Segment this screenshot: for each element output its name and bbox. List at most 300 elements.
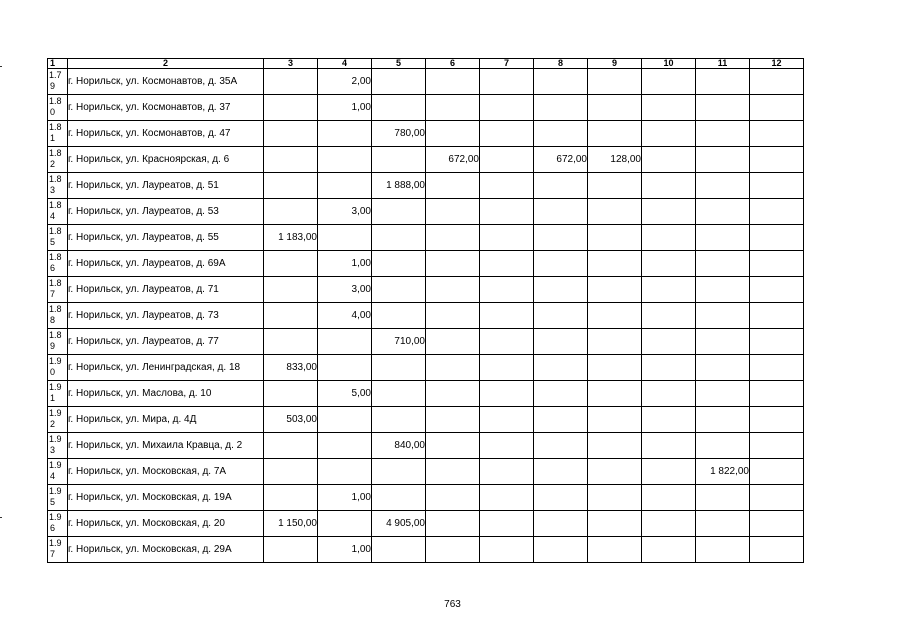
- value-cell: [480, 485, 534, 511]
- value-cell: [750, 173, 804, 199]
- value-cell: [426, 459, 480, 485]
- address-cell: г. Норильск, ул. Московская, д. 20: [68, 511, 264, 537]
- column-header: 5: [372, 59, 426, 69]
- value-cell: [426, 485, 480, 511]
- table-row: [48, 121, 804, 147]
- value-cell: [750, 199, 804, 225]
- value-cell: [534, 277, 588, 303]
- value-cell: [426, 225, 480, 251]
- value-cell: [372, 303, 426, 329]
- value-cell: [426, 121, 480, 147]
- row-number: [48, 95, 68, 121]
- value-cell: [372, 537, 426, 563]
- row-number: [48, 459, 68, 485]
- value-cell: [696, 537, 750, 563]
- value-cell: [642, 147, 696, 173]
- value-cell: [534, 329, 588, 355]
- value-cell: [264, 485, 318, 511]
- row-number-part: 1.8: [49, 122, 62, 132]
- row-number-part: 1.8: [49, 226, 62, 236]
- column-header: 2: [68, 59, 264, 69]
- row-number: [48, 121, 68, 147]
- row-number: [48, 147, 68, 173]
- value-cell: [750, 511, 804, 537]
- value-cell: [642, 433, 696, 459]
- table-row: [48, 69, 804, 95]
- value-cell: [534, 381, 588, 407]
- row-number-part: 1.8: [49, 330, 62, 340]
- value-cell: [588, 537, 642, 563]
- value-cell: [750, 121, 804, 147]
- value-cell: [588, 485, 642, 511]
- value-cell: [264, 95, 318, 121]
- value-cell: [480, 225, 534, 251]
- row-number-part: 5: [50, 237, 56, 247]
- value-cell: 3,00: [318, 199, 372, 225]
- value-cell: [534, 511, 588, 537]
- value-cell: 2,00: [318, 69, 372, 95]
- value-cell: [318, 511, 372, 537]
- value-cell: [588, 459, 642, 485]
- value-cell: [534, 251, 588, 277]
- row-number-part: 1.9: [49, 434, 62, 444]
- value-cell: [426, 407, 480, 433]
- row-number: [48, 537, 68, 563]
- value-cell: 1,00: [318, 485, 372, 511]
- value-cell: [480, 147, 534, 173]
- value-cell: [750, 433, 804, 459]
- value-cell: [588, 381, 642, 407]
- row-number-part: 9: [50, 341, 56, 351]
- value-cell: [372, 485, 426, 511]
- address-cell: г. Норильск, ул. Мира, д. 4Д: [68, 407, 264, 433]
- value-cell: [426, 303, 480, 329]
- row-number-part: 1.9: [49, 538, 62, 548]
- value-cell: [642, 355, 696, 381]
- value-cell: [264, 173, 318, 199]
- table-row: [48, 173, 804, 199]
- row-number-part: 8: [50, 315, 56, 325]
- value-cell: [534, 537, 588, 563]
- value-cell: [426, 329, 480, 355]
- row-number-part: 1.8: [49, 252, 62, 262]
- row-number-part: 1.8: [49, 304, 62, 314]
- address-cell: г. Норильск, ул. Московская, д. 29А: [68, 537, 264, 563]
- table-row: [48, 433, 804, 459]
- value-cell: 672,00: [534, 147, 588, 173]
- value-cell: [642, 69, 696, 95]
- address-cell: г. Норильск, ул. Космонавтов, д. 35А: [68, 69, 264, 95]
- column-header: 4: [318, 59, 372, 69]
- value-cell: [750, 537, 804, 563]
- column-header: 9: [588, 59, 642, 69]
- table-row: [48, 537, 804, 563]
- value-cell: 503,00: [264, 407, 318, 433]
- value-cell: [318, 147, 372, 173]
- row-number-part: 6: [50, 523, 56, 533]
- row-number-part: 1.9: [49, 486, 62, 496]
- address-cell: г. Норильск, ул. Лауреатов, д. 55: [68, 225, 264, 251]
- value-cell: [480, 329, 534, 355]
- value-cell: 710,00: [372, 329, 426, 355]
- value-cell: [534, 485, 588, 511]
- value-cell: [426, 95, 480, 121]
- value-cell: [588, 303, 642, 329]
- value-cell: [264, 277, 318, 303]
- value-cell: [426, 251, 480, 277]
- value-cell: [480, 537, 534, 563]
- address-cell: г. Норильск, ул. Московская, д. 7А: [68, 459, 264, 485]
- value-cell: [696, 511, 750, 537]
- value-cell: [696, 277, 750, 303]
- value-cell: [696, 69, 750, 95]
- value-cell: [696, 433, 750, 459]
- row-number: [48, 251, 68, 277]
- value-cell: [588, 329, 642, 355]
- value-cell: [588, 225, 642, 251]
- value-cell: [264, 433, 318, 459]
- table-row: [48, 355, 804, 381]
- table-row: [48, 511, 804, 537]
- value-cell: [642, 199, 696, 225]
- value-cell: [318, 433, 372, 459]
- value-cell: [264, 251, 318, 277]
- value-cell: [264, 147, 318, 173]
- value-cell: 1 822,00: [696, 459, 750, 485]
- row-number-part: 1.8: [49, 96, 62, 106]
- value-cell: [750, 329, 804, 355]
- margin-mark: [0, 517, 2, 518]
- value-cell: [750, 147, 804, 173]
- value-cell: 1 888,00: [372, 173, 426, 199]
- column-header: 3: [264, 59, 318, 69]
- row-number-part: 6: [50, 263, 56, 273]
- value-cell: [696, 355, 750, 381]
- value-cell: [642, 303, 696, 329]
- row-number: [48, 199, 68, 225]
- value-cell: [588, 121, 642, 147]
- value-cell: [642, 511, 696, 537]
- row-number-part: 4: [50, 211, 56, 221]
- value-cell: [642, 95, 696, 121]
- value-cell: [264, 121, 318, 147]
- value-cell: 1,00: [318, 95, 372, 121]
- value-cell: [750, 303, 804, 329]
- value-cell: [534, 433, 588, 459]
- row-number-part: 1.9: [49, 356, 62, 366]
- address-cell: г. Норильск, ул. Лауреатов, д. 73: [68, 303, 264, 329]
- value-cell: [642, 277, 696, 303]
- value-cell: [588, 95, 642, 121]
- value-cell: [750, 355, 804, 381]
- row-number: [48, 69, 68, 95]
- table-row: [48, 329, 804, 355]
- value-cell: [588, 277, 642, 303]
- value-cell: [642, 381, 696, 407]
- row-number: [48, 381, 68, 407]
- value-cell: [426, 355, 480, 381]
- row-number-part: 2: [50, 419, 56, 429]
- row-number: [48, 303, 68, 329]
- value-cell: [480, 121, 534, 147]
- column-header: 8: [534, 59, 588, 69]
- value-cell: [750, 407, 804, 433]
- row-number-part: 1.8: [49, 174, 62, 184]
- row-number-part: 3: [50, 445, 56, 455]
- row-number-part: 0: [50, 107, 56, 117]
- value-cell: [534, 95, 588, 121]
- value-cell: [426, 199, 480, 225]
- table-row: [48, 485, 804, 511]
- value-cell: [264, 303, 318, 329]
- value-cell: [642, 121, 696, 147]
- row-number-part: 1: [50, 393, 56, 403]
- value-cell: [480, 173, 534, 199]
- value-cell: [696, 251, 750, 277]
- row-number: [48, 485, 68, 511]
- column-header: 11: [696, 59, 750, 69]
- value-cell: [480, 355, 534, 381]
- value-cell: [318, 121, 372, 147]
- address-cell: г. Норильск, ул. Маслова, д. 10: [68, 381, 264, 407]
- value-cell: [534, 121, 588, 147]
- row-number-part: 1.8: [49, 148, 62, 158]
- value-cell: [696, 225, 750, 251]
- row-number-part: 1.8: [49, 200, 62, 210]
- value-cell: [318, 329, 372, 355]
- value-cell: [480, 277, 534, 303]
- column-header: 7: [480, 59, 534, 69]
- value-cell: [480, 95, 534, 121]
- value-cell: [696, 303, 750, 329]
- row-number: [48, 329, 68, 355]
- address-cell: г. Норильск, ул. Московская, д. 19А: [68, 485, 264, 511]
- value-cell: [588, 69, 642, 95]
- table-row: [48, 147, 804, 173]
- value-cell: [372, 225, 426, 251]
- row-number-part: 1.9: [49, 408, 62, 418]
- table-row: [48, 225, 804, 251]
- value-cell: [642, 251, 696, 277]
- header-row: [48, 59, 804, 69]
- value-cell: [372, 407, 426, 433]
- address-cell: г. Норильск, ул. Лауреатов, д. 53: [68, 199, 264, 225]
- value-cell: [534, 69, 588, 95]
- margin-mark: [0, 66, 2, 67]
- value-cell: [696, 173, 750, 199]
- value-cell: 1,00: [318, 537, 372, 563]
- table-body: [48, 69, 804, 563]
- row-number: [48, 355, 68, 381]
- value-cell: [642, 485, 696, 511]
- value-cell: [642, 329, 696, 355]
- value-cell: [480, 433, 534, 459]
- row-number-part: 1.8: [49, 278, 62, 288]
- value-cell: [264, 69, 318, 95]
- value-cell: 4,00: [318, 303, 372, 329]
- value-cell: [480, 251, 534, 277]
- value-cell: [426, 69, 480, 95]
- value-cell: 780,00: [372, 121, 426, 147]
- value-cell: [750, 251, 804, 277]
- value-cell: [750, 225, 804, 251]
- value-cell: [642, 537, 696, 563]
- value-cell: [588, 433, 642, 459]
- address-cell: г. Норильск, ул. Космонавтов, д. 37: [68, 95, 264, 121]
- value-cell: [372, 459, 426, 485]
- value-cell: [318, 225, 372, 251]
- table-row: [48, 251, 804, 277]
- value-cell: 4 905,00: [372, 511, 426, 537]
- value-cell: [372, 381, 426, 407]
- row-number: [48, 433, 68, 459]
- value-cell: [480, 69, 534, 95]
- address-cell: г. Норильск, ул. Лауреатов, д. 77: [68, 329, 264, 355]
- row-number-part: 1.7: [49, 70, 62, 80]
- value-cell: [318, 173, 372, 199]
- value-cell: [480, 407, 534, 433]
- address-cell: г. Норильск, ул. Ленинградская, д. 18: [68, 355, 264, 381]
- row-number-part: 7: [50, 549, 56, 559]
- value-cell: [750, 95, 804, 121]
- value-cell: 1 150,00: [264, 511, 318, 537]
- value-cell: [588, 407, 642, 433]
- value-cell: [534, 225, 588, 251]
- value-cell: [426, 173, 480, 199]
- value-cell: [372, 69, 426, 95]
- value-cell: [642, 225, 696, 251]
- value-cell: [750, 69, 804, 95]
- value-cell: 1,00: [318, 251, 372, 277]
- address-cell: г. Норильск, ул. Красноярская, д. 6: [68, 147, 264, 173]
- value-cell: [588, 199, 642, 225]
- value-cell: [750, 277, 804, 303]
- value-cell: [696, 407, 750, 433]
- value-cell: [696, 95, 750, 121]
- row-number: [48, 407, 68, 433]
- value-cell: [696, 329, 750, 355]
- table-row: [48, 459, 804, 485]
- row-number-part: 0: [50, 367, 56, 377]
- row-number-part: 4: [50, 471, 56, 481]
- value-cell: [642, 407, 696, 433]
- table-row: [48, 277, 804, 303]
- value-cell: [534, 355, 588, 381]
- value-cell: 672,00: [426, 147, 480, 173]
- value-cell: [480, 381, 534, 407]
- value-cell: [696, 121, 750, 147]
- value-cell: [264, 329, 318, 355]
- table-row: [48, 303, 804, 329]
- column-header: 1: [48, 59, 68, 69]
- value-cell: [372, 251, 426, 277]
- row-number: [48, 173, 68, 199]
- value-cell: [588, 251, 642, 277]
- value-cell: [480, 511, 534, 537]
- row-number-part: 2: [50, 159, 56, 169]
- value-cell: [696, 381, 750, 407]
- column-header: 6: [426, 59, 480, 69]
- row-number-part: 5: [50, 497, 56, 507]
- value-cell: [696, 147, 750, 173]
- value-cell: 128,00: [588, 147, 642, 173]
- value-cell: [588, 355, 642, 381]
- value-cell: 840,00: [372, 433, 426, 459]
- value-cell: [696, 485, 750, 511]
- row-number-part: 1.9: [49, 460, 62, 470]
- value-cell: 3,00: [318, 277, 372, 303]
- value-cell: [372, 199, 426, 225]
- value-cell: [534, 459, 588, 485]
- row-number-part: 3: [50, 185, 56, 195]
- value-cell: [588, 173, 642, 199]
- value-cell: [426, 381, 480, 407]
- value-cell: [318, 459, 372, 485]
- value-cell: [534, 173, 588, 199]
- value-cell: [426, 277, 480, 303]
- value-cell: 1 183,00: [264, 225, 318, 251]
- table-row: [48, 199, 804, 225]
- value-cell: 5,00: [318, 381, 372, 407]
- value-cell: [750, 459, 804, 485]
- address-cell: г. Норильск, ул. Лауреатов, д. 71: [68, 277, 264, 303]
- page-number: 763: [444, 599, 461, 610]
- value-cell: [750, 381, 804, 407]
- value-cell: [372, 355, 426, 381]
- row-number: [48, 225, 68, 251]
- value-cell: [372, 95, 426, 121]
- value-cell: [750, 485, 804, 511]
- row-number: [48, 511, 68, 537]
- value-cell: [480, 199, 534, 225]
- address-cell: г. Норильск, ул. Михаила Кравца, д. 2: [68, 433, 264, 459]
- value-cell: [426, 511, 480, 537]
- value-cell: [264, 459, 318, 485]
- value-cell: [480, 459, 534, 485]
- row-number-part: 7: [50, 289, 56, 299]
- value-cell: [264, 199, 318, 225]
- value-cell: [534, 303, 588, 329]
- address-cell: г. Норильск, ул. Лауреатов, д. 69А: [68, 251, 264, 277]
- value-cell: 833,00: [264, 355, 318, 381]
- address-cell: г. Норильск, ул. Лауреатов, д. 51: [68, 173, 264, 199]
- value-cell: [426, 537, 480, 563]
- address-cell: г. Норильск, ул. Космонавтов, д. 47: [68, 121, 264, 147]
- value-cell: [642, 173, 696, 199]
- value-cell: [372, 147, 426, 173]
- row-number-part: 1: [50, 133, 56, 143]
- table-row: [48, 381, 804, 407]
- row-number: [48, 277, 68, 303]
- value-cell: [426, 433, 480, 459]
- value-cell: [318, 355, 372, 381]
- row-number-part: 9: [50, 81, 56, 91]
- value-cell: [372, 277, 426, 303]
- value-cell: [264, 381, 318, 407]
- value-cell: [642, 459, 696, 485]
- column-header: 10: [642, 59, 696, 69]
- column-header: 12: [750, 59, 804, 69]
- value-cell: [534, 199, 588, 225]
- value-cell: [696, 199, 750, 225]
- value-cell: [264, 537, 318, 563]
- value-cell: [588, 511, 642, 537]
- row-number-part: 1.9: [49, 512, 62, 522]
- table-row: [48, 95, 804, 121]
- value-cell: [318, 407, 372, 433]
- data-table: [47, 58, 804, 563]
- value-cell: [534, 407, 588, 433]
